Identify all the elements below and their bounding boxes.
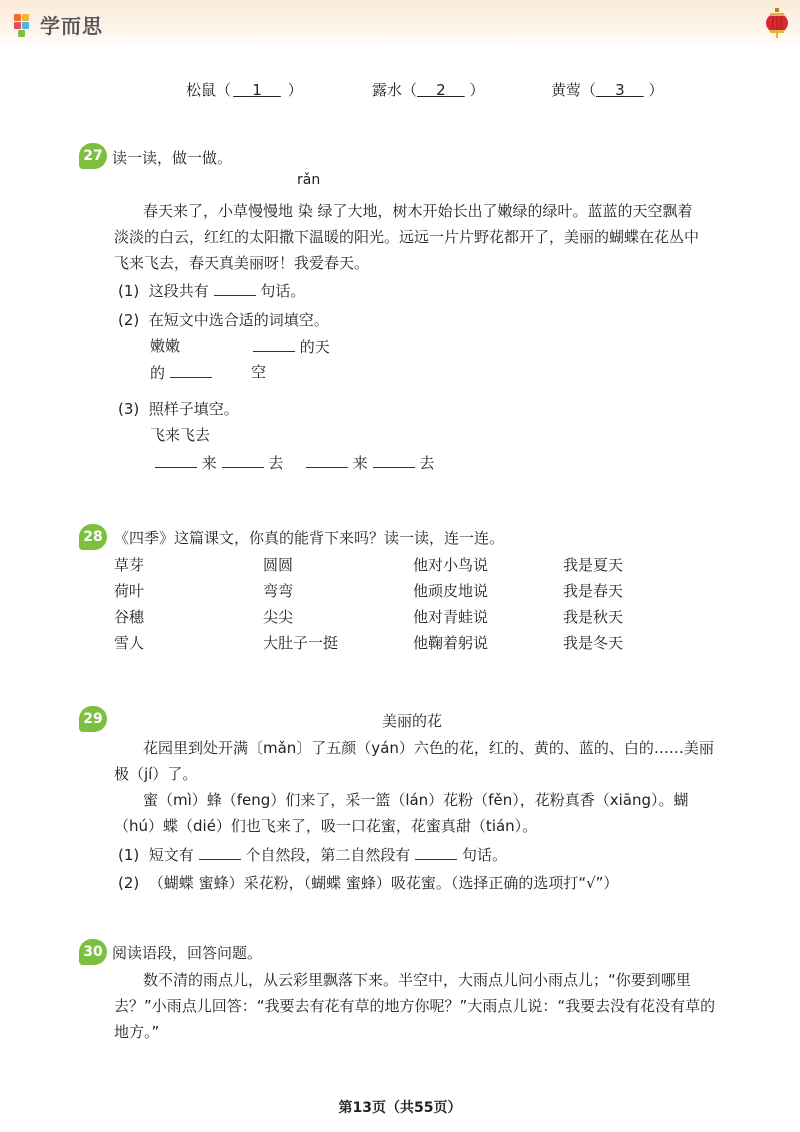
match-item[interactable]: 雪人: [114, 634, 145, 652]
passage-line: 花园里到处开满〔mǎn〕了五颜（yán）六色的花，红的、黄的、蓝的、白的……美丽: [143, 739, 714, 757]
pattern-fill-2: 来 去: [306, 451, 434, 473]
sub-question-1: (1) 这段共有 句话。: [118, 279, 305, 301]
lantern-icon: [764, 8, 790, 38]
answer-blank[interactable]: [253, 335, 295, 352]
match-item[interactable]: 他鞠着躬说: [413, 634, 489, 652]
question-number-badge: 27: [79, 143, 107, 169]
match-item[interactable]: 我是春天: [563, 582, 624, 600]
pattern-fill-1: 来 去: [155, 451, 283, 473]
page-number: 第13页（共55页）: [338, 1100, 462, 1116]
match-item[interactable]: 圆圆: [263, 556, 294, 574]
fill-in-item: 的天: [253, 335, 330, 357]
logo: [14, 10, 103, 39]
answer-blank[interactable]: [415, 843, 457, 860]
sub-question-2: (2) 在短文中选合适的词填空。: [118, 311, 329, 329]
answer-blank[interactable]: [222, 451, 264, 468]
question-number-badge: 30: [79, 939, 107, 965]
answer-blank[interactable]: [155, 451, 197, 468]
sub-question-1: (1) 短文有 个自然段，第二自然段有 句话。: [118, 843, 507, 865]
match-item[interactable]: 弯弯: [263, 582, 294, 600]
question-title: 阅读语段，回答问题。: [112, 944, 263, 962]
answer-blank[interactable]: [306, 451, 348, 468]
match-item[interactable]: 荷叶: [114, 582, 145, 600]
match-item[interactable]: 谷穗: [114, 608, 145, 626]
answer-blank[interactable]: [373, 451, 415, 468]
word-example: 嫩嫩: [150, 337, 181, 355]
answer-blank[interactable]: [170, 361, 212, 378]
fill-in-suffix: 空: [251, 363, 267, 381]
logo-text: 学而思: [40, 14, 103, 38]
prev-answer-3: 黄莺（ 3 ）: [551, 81, 664, 99]
match-item[interactable]: 他对小鸟说: [413, 556, 489, 574]
passage-title: 美丽的花: [382, 712, 443, 730]
match-item[interactable]: 我是夏天: [563, 556, 624, 574]
passage-line: 飞来飞去，春天真美丽呀！我爱春天。: [114, 254, 370, 272]
page-header: [0, 0, 800, 48]
sub-question-2: (2) （蝴蝶 蜜蜂）采花粉，（蝴蝶 蜜蜂）吸花蜜。（选择正确的选项打“√”）: [118, 874, 619, 892]
pinyin-annotation: rǎn: [297, 172, 321, 188]
example-phrase: 飞来飞去: [150, 426, 211, 444]
match-item[interactable]: 我是秋天: [563, 608, 624, 626]
match-item[interactable]: 我是冬天: [563, 634, 624, 652]
match-item[interactable]: 大肚子一挺: [263, 634, 339, 652]
passage-line: （hú）蝶（dié）们也飞来了，吸一口花蜜，花蜜真甜（tián）。: [114, 817, 538, 835]
logo-icon: [14, 12, 36, 38]
prev-answer-1: 松鼠（ 1 ）: [186, 81, 303, 99]
passage-line: 去？”小雨点儿回答：“我要去有花有草的地方你呢？”大雨点儿说：“我要去没有花没有草的: [114, 997, 716, 1015]
match-item[interactable]: 他对青蛙说: [413, 608, 489, 626]
match-item[interactable]: 尖尖: [263, 608, 294, 626]
question-title: 《四季》这篇课文，你真的能背下来吗？读一读，连一连。: [114, 529, 505, 547]
passage-line: 淡淡的白云，红红的太阳撒下温暖的阳光。远远一片片野花都开了，美丽的蝴蝶在花丛中: [114, 228, 700, 246]
passage-line: 蜜（mì）蜂（feng）们来了，采一篮（lán）花粉（fěn），花粉真香（xiāng）。蝴: [143, 791, 689, 809]
sub-question-3: (3) 照样子填空。: [118, 400, 239, 418]
prev-answer-2: 露水（ 2 ）: [372, 81, 485, 99]
answer-blank[interactable]: [214, 279, 256, 296]
question-title: 读一读，做一做。: [112, 149, 233, 167]
answer-blank[interactable]: [199, 843, 241, 860]
passage-line: 极（jí）了。: [114, 765, 198, 783]
fill-in-item: 的: [150, 361, 212, 383]
passage-line: 数不清的雨点儿，从云彩里飘落下来。半空中，大雨点儿问小雨点儿；“你要到哪里: [143, 971, 691, 989]
passage-line: 春天来了，小草慢慢地 染 绿了大地，树木开始长出了嫩绿的绿叶。蓝蓝的天空飘着: [143, 202, 693, 220]
match-item[interactable]: 他顽皮地说: [413, 582, 489, 600]
question-number-badge: 28: [79, 524, 107, 550]
match-item[interactable]: 草芽: [114, 556, 145, 574]
passage-line: 地方。”: [114, 1023, 160, 1041]
question-number-badge: 29: [79, 706, 107, 732]
